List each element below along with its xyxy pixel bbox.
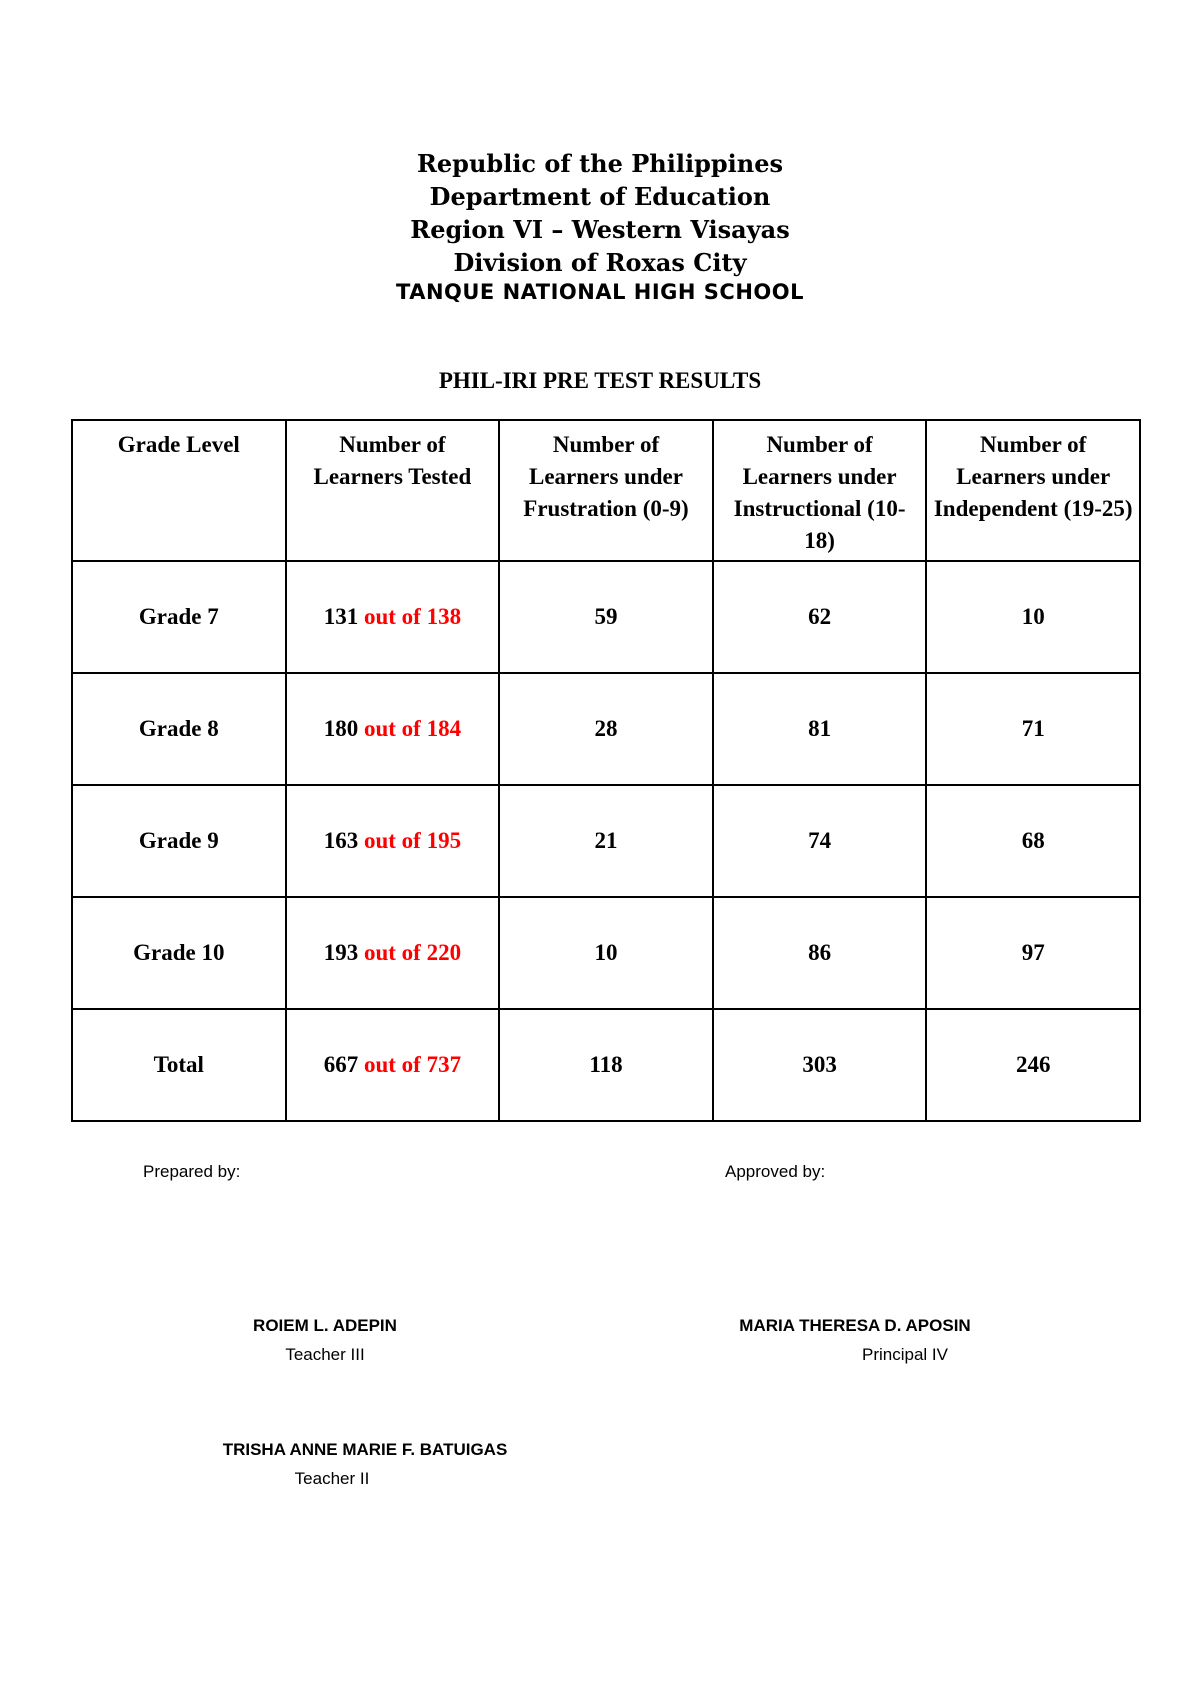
frustration-cell: 21 xyxy=(499,785,713,897)
second-preparer-title: Teacher II xyxy=(294,1469,370,1488)
tested-cell xyxy=(286,785,500,897)
instructional-cell: 74 xyxy=(713,785,927,897)
independent-cell: 68 xyxy=(926,785,1140,897)
tested-count: 131 xyxy=(323,604,359,629)
column-header-instructional: Number of Learners under Instructional (10-18) xyxy=(713,420,927,561)
independent-cell: 246 xyxy=(926,1009,1140,1121)
tested-count: 667 xyxy=(323,1052,359,1077)
tested-count: 180 xyxy=(323,716,359,741)
table-row xyxy=(72,561,1140,673)
column-header-tested: Number of Learners Tested xyxy=(286,420,500,561)
column-header-grade-level: Grade Level xyxy=(72,420,286,561)
approver-name: MARIA THERESA D. APOSIN xyxy=(739,1316,971,1335)
instructional-cell: 303 xyxy=(713,1009,927,1121)
tested-cell xyxy=(286,897,500,1009)
header-department: Department of Education xyxy=(429,182,771,211)
frustration-cell: 28 xyxy=(499,673,713,785)
table-row xyxy=(72,897,1140,1009)
instructional-cell: 62 xyxy=(713,561,927,673)
header-region: Region VI – Western Visayas xyxy=(410,215,790,244)
enrolled-count: out of 195 xyxy=(363,828,462,853)
document-header xyxy=(0,147,1200,305)
grade-cell: Grade 10 xyxy=(72,897,286,1009)
independent-cell: 71 xyxy=(926,673,1140,785)
frustration-cell: 10 xyxy=(499,897,713,1009)
header-division: Division of Roxas City xyxy=(453,248,747,277)
table-header-row xyxy=(72,420,1140,561)
table-row xyxy=(72,673,1140,785)
tested-cell xyxy=(286,561,500,673)
header-school: TANQUE NATIONAL HIGH SCHOOL xyxy=(396,280,804,304)
second-preparer-name: TRISHA ANNE MARIE F. BATUIGAS xyxy=(222,1440,508,1459)
instructional-cell: 81 xyxy=(713,673,927,785)
tested-cell xyxy=(286,673,500,785)
preparer-signature-block xyxy=(200,1316,450,1365)
enrolled-count: out of 138 xyxy=(363,604,462,629)
grade-cell: Grade 7 xyxy=(72,561,286,673)
preparer-name: ROIEM L. ADEPIN xyxy=(253,1316,397,1335)
tested-count: 193 xyxy=(323,940,359,965)
independent-cell: 10 xyxy=(926,561,1140,673)
approved-by-label: Approved by: xyxy=(725,1162,826,1181)
tested-cell xyxy=(286,1009,500,1121)
enrolled-count: out of 220 xyxy=(363,940,462,965)
header-republic: Republic of the Philippines xyxy=(416,149,784,178)
instructional-cell: 86 xyxy=(713,897,927,1009)
enrolled-count: out of 184 xyxy=(363,716,462,741)
grade-cell: Total xyxy=(72,1009,286,1121)
prepared-by-label: Prepared by: xyxy=(143,1162,241,1181)
independent-cell: 97 xyxy=(926,897,1140,1009)
approver-signature-block xyxy=(690,1316,1020,1365)
report-title: PHIL-IRI PRE TEST RESULTS xyxy=(438,368,762,393)
table-row xyxy=(72,785,1140,897)
results-table xyxy=(71,419,1141,1122)
frustration-cell: 118 xyxy=(499,1009,713,1121)
tested-count: 163 xyxy=(323,828,359,853)
table-total-row xyxy=(72,1009,1140,1121)
grade-cell: Grade 8 xyxy=(72,673,286,785)
preparer-title: Teacher III xyxy=(285,1345,365,1364)
second-preparer-signature-block xyxy=(200,1440,530,1489)
approver-title: Principal IV xyxy=(862,1345,948,1364)
grade-cell: Grade 9 xyxy=(72,785,286,897)
enrolled-count: out of 737 xyxy=(363,1052,462,1077)
frustration-cell: 59 xyxy=(499,561,713,673)
column-header-frustration: Number of Learners under Frustration (0-9) xyxy=(499,420,713,561)
column-header-independent: Number of Learners under Independent (19-25) xyxy=(926,420,1140,561)
